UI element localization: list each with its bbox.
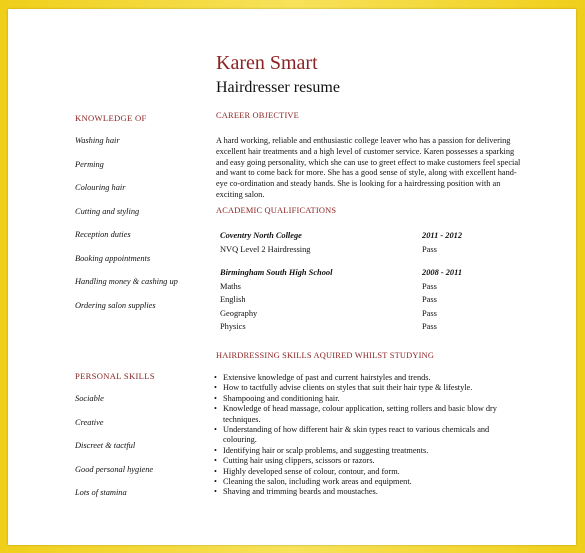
knowledge-item: Ordering salon supplies [75, 300, 156, 310]
resume-title: Hairdresser resume [216, 79, 340, 96]
subject-name: NVQ Level 2 Hairdressing [220, 244, 311, 254]
school-row [220, 229, 502, 243]
bullet-icon: • [214, 393, 217, 403]
hairdressing-skills-heading: HAIRDRESSING SKILLS AQUIRED WHILST STUDYING [216, 351, 435, 360]
skill-item [214, 456, 514, 466]
bullet-icon: • [214, 373, 217, 382]
hairdressing-skills-list [214, 373, 514, 498]
career-objective-heading: CAREER OBJECTIVE [216, 111, 299, 120]
skill-item [214, 383, 514, 393]
personal-skill-item: Good personal hygiene [75, 464, 154, 474]
knowledge-item: Cutting and styling [75, 206, 140, 216]
subject-row [220, 307, 502, 321]
bullet-icon: • [214, 425, 217, 435]
skill-item [214, 425, 514, 446]
academic-heading: ACADEMIC QUALIFICATIONS [216, 206, 337, 215]
subject-row [220, 293, 502, 307]
personal-skill-item: Sociable [75, 394, 104, 403]
subject-result: Pass [422, 281, 437, 291]
table-spacer [220, 256, 502, 266]
subject-result: Pass [422, 322, 437, 332]
knowledge-item: Colouring hair [75, 183, 126, 192]
resume-page [8, 9, 576, 545]
subject-row [220, 320, 502, 334]
school-row [220, 266, 502, 280]
subject-name: Geography [220, 308, 258, 318]
bullet-icon: • [214, 445, 217, 455]
school-years: 2008 - 2011 [422, 268, 463, 278]
skill-item [214, 404, 514, 425]
bullet-icon: • [214, 487, 217, 497]
skill-text: Extensive knowledge of past and current hairstyles and trends. [223, 373, 431, 382]
bullet-icon: • [214, 404, 217, 414]
skill-item [214, 477, 514, 487]
skill-text: Cleaning the salon, including work areas and equipment. [223, 477, 412, 487]
personal-skill-item: Creative [75, 417, 104, 427]
skill-text: Knowledge of head massage, colour application, setting rollers and basic blow dry techniques. [223, 404, 497, 424]
bullet-icon: • [214, 466, 217, 476]
knowledge-list [75, 135, 195, 323]
candidate-name: Karen Smart [216, 52, 318, 74]
subject-result: Pass [422, 308, 437, 318]
subject-name: English [220, 295, 246, 305]
knowledge-item: Handling money & cashing up [75, 277, 178, 286]
skill-item [214, 467, 514, 477]
school-name: Birmingham South High School [220, 268, 333, 278]
skill-item [214, 446, 514, 456]
skill-text: Identifying hair or scalp problems, and suggesting treatments. [223, 445, 429, 455]
subject-row [220, 243, 502, 257]
qualifications-table [220, 229, 502, 334]
personal-skill-item: Lots of stamina [75, 488, 127, 497]
skill-text: How to tactfully advise clients on styles that suit their hair type & lifestyle. [223, 383, 473, 393]
personal-skills-list [75, 393, 195, 511]
knowledge-item: Washing hair [75, 136, 120, 145]
skill-text: Understanding of how different hair & skin types react to various chemicals and colouring. [223, 425, 490, 445]
knowledge-item: Reception duties [75, 230, 131, 239]
skill-text: Highly developed sense of colour, contour, and form. [223, 466, 400, 476]
bullet-icon: • [214, 383, 217, 393]
subject-row [220, 280, 502, 294]
skill-text: Shampooing and conditioning hair. [223, 393, 340, 403]
school-name: Coventry North College [220, 231, 302, 241]
bullet-icon: • [214, 456, 217, 466]
knowledge-heading: KNOWLEDGE OF [75, 113, 147, 123]
school-years: 2011 - 2012 [422, 231, 463, 241]
personal-skill-item: Discreet & tactful [75, 441, 136, 450]
bullet-icon: • [214, 477, 217, 487]
knowledge-item: Perming [75, 159, 104, 169]
personal-skills-heading: PERSONAL SKILLS [75, 371, 155, 381]
skill-item [214, 487, 514, 497]
skill-item [214, 373, 514, 383]
subject-result: Pass [422, 295, 437, 305]
skill-text: Shaving and trimming beards and moustaches. [223, 487, 378, 497]
subject-result: Pass [422, 244, 437, 254]
skill-text: Cutting hair using clippers, scissors or razors. [223, 456, 375, 466]
knowledge-item: Booking appointments [75, 253, 151, 263]
subject-name: Maths [220, 281, 241, 291]
career-objective-text: A hard working, reliable and enthusiastic college leaver who has a passion for delivering excellent hair treatments and a high level of customer service. Karen possesses a sparking and easy going personality, which she can use to greet effect to make customers feel special and want to come back for more. She has a good sense of style, along with excellent hand-eye co-ordination and steady hands. She is looking for a hairdressing position with an exciting salon. [216, 136, 521, 199]
subject-name: Physics [220, 322, 246, 332]
skill-item [214, 394, 514, 404]
